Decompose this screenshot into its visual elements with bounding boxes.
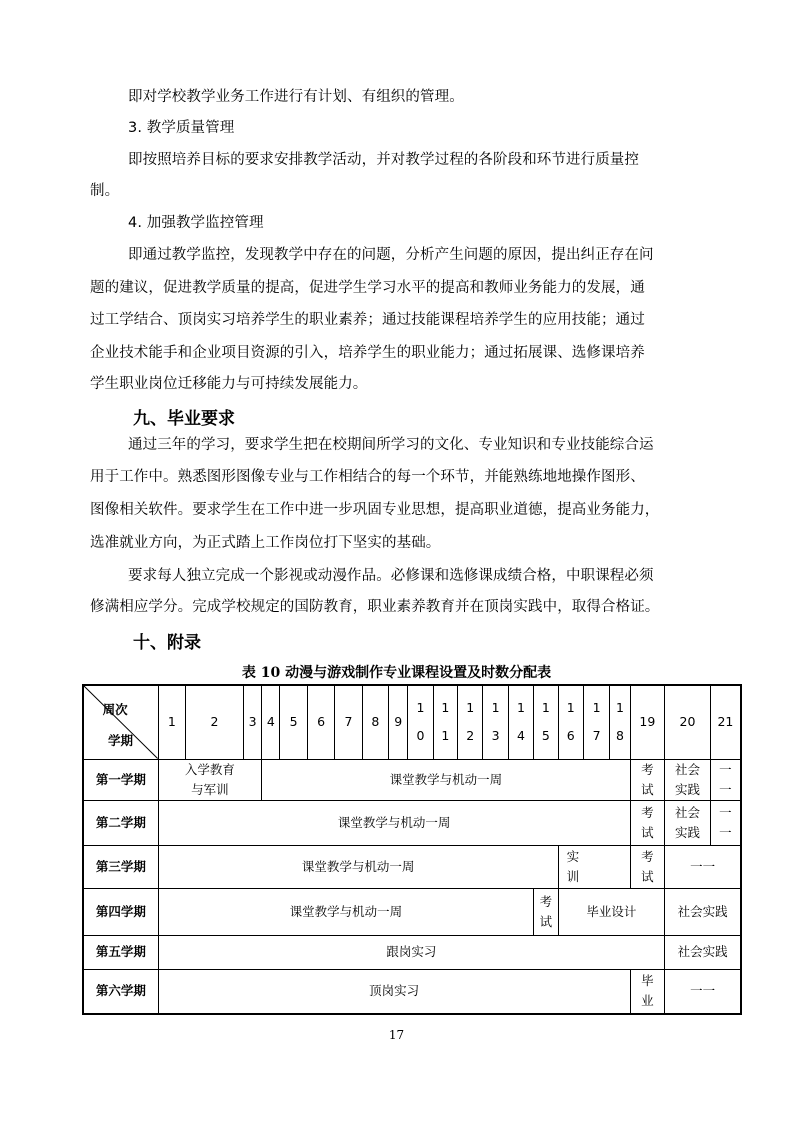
term-row: [83, 935, 741, 969]
week-cell: 20: [665, 685, 711, 759]
exam-cell: 考 试: [630, 845, 665, 888]
week-cell: 5: [280, 685, 307, 759]
week-digit-bottom: 4: [517, 728, 525, 744]
classroom-teaching-cell: 课堂教学与机动一周: [262, 759, 630, 800]
week-cell: [534, 685, 558, 759]
section-subheading: 4. 加强教学监控管理: [128, 215, 264, 231]
term-header: 学期: [108, 732, 134, 748]
dash-cell: 一 一: [710, 759, 741, 800]
term-label: 第四学期: [83, 888, 158, 935]
term-row: [83, 888, 741, 935]
paragraph-line: 用于工作中。熟悉图形图像专业与工作相结合的每一个环节，并能熟练地地操作图形、: [90, 469, 645, 485]
term-row: [83, 759, 741, 800]
week-digit-bottom: 8: [616, 728, 624, 744]
term-row: [83, 845, 741, 888]
week-digit-top: 1: [441, 700, 450, 716]
paragraph-line: 要求每人独立完成一个影视或动漫作品。必修课和选修课成绩合格，中职课程必须: [128, 568, 654, 584]
paragraph-line: 即对学校教学业务工作进行有计划、有组织的管理。: [128, 89, 464, 105]
term-row: [83, 800, 741, 845]
week-cell: 8: [362, 685, 388, 759]
week-digit-bottom: 5: [541, 728, 550, 744]
graduation-design-cell: 毕业设计: [558, 888, 665, 935]
exam-cell: 考 试: [630, 800, 665, 845]
term-label: 第六学期: [83, 969, 158, 1014]
social-practice-cell: 社会实践: [665, 888, 741, 935]
week-cell: 3: [243, 685, 261, 759]
header-row: [83, 685, 741, 759]
internship-cell: 跟岗实习: [158, 935, 665, 969]
week-cell: [433, 685, 457, 759]
dash-cell: 一一: [665, 969, 741, 1014]
term-label: 第一学期: [83, 759, 158, 800]
week-cell: [508, 685, 533, 759]
table-caption: 表 10 动漫与游戏制作专业课程设置及时数分配表: [241, 665, 552, 681]
week-cell: 19: [630, 685, 665, 759]
term-label: 第二学期: [83, 800, 158, 845]
week-cell: [558, 685, 583, 759]
paragraph-line: 选准就业方向，为正式踏上工作岗位打下坚实的基础。: [90, 535, 441, 551]
week-cell: 1: [158, 685, 185, 759]
paragraph-line: 企业技术能手和企业项目资源的引入，培养学生的职业能力；通过拓展课、选修课培养: [90, 345, 645, 361]
entry-education-cell: 入学教育 与军训: [158, 759, 262, 800]
dash-cell: 一 一: [710, 800, 741, 845]
paragraph-line: 学生职业岗位迁移能力与可持续发展能力。: [90, 376, 368, 392]
week-digit-top: 1: [592, 700, 601, 716]
term-label: 第五学期: [83, 935, 158, 969]
page-number: 17: [388, 1028, 405, 1042]
exam-cell: 考 试: [630, 759, 665, 800]
course-schedule-table: [82, 684, 742, 1015]
week-digit-bottom: 1: [441, 728, 450, 744]
week-header: 周次: [102, 702, 128, 717]
week-cell: [483, 685, 508, 759]
paragraph-line: 题的建议，促进教学质量的提高，促进学生学习水平的提高和教师业务能力的发展，通: [90, 280, 645, 296]
week-cell: [458, 685, 483, 759]
section-heading-9: 九、毕业要求: [133, 409, 235, 429]
paragraph-line: 图像相关软件。要求学生在工作中进一步巩固专业思想，提高职业道德，提高业务能力，: [90, 502, 660, 518]
paragraph-line: 通过三年的学习，要求学生把在校期间所学习的文化、专业知识和专业技能综合运: [128, 437, 654, 453]
week-cell: [408, 685, 433, 759]
week-cell: 9: [389, 685, 408, 759]
week-digit-top: 1: [491, 700, 500, 716]
week-digit-bottom: 3: [491, 728, 500, 744]
section-subheading: 3. 教学质量管理: [128, 120, 235, 136]
paragraph-line: 即通过教学监控，发现教学中存在的问题，分析产生问题的原因，提出纠正存在问: [128, 247, 654, 263]
week-digit-top: 1: [416, 700, 425, 716]
week-cell: 6: [307, 685, 334, 759]
paragraph-line: 制。: [90, 183, 120, 199]
exam-cell: 考 试: [534, 888, 558, 935]
classroom-teaching-cell: 课堂教学与机动一周: [158, 800, 630, 845]
social-practice-cell: 社会 实践: [665, 759, 711, 800]
classroom-teaching-cell: 课堂教学与机动一周: [158, 845, 558, 888]
week-digit-top: 1: [541, 700, 550, 716]
week-digit-bottom: 0: [416, 728, 425, 744]
dash-cell: 一一: [665, 845, 741, 888]
diagonal-header-cell: [83, 685, 158, 759]
paragraph-line: 修满相应学分。完成学校规定的国防教育，职业素养教育并在顶岗实践中，取得合格证。: [90, 599, 660, 615]
week-digit-top: 1: [566, 700, 575, 716]
term-label: 第三学期: [83, 845, 158, 888]
week-digit-top: 1: [517, 700, 525, 716]
week-cell: 21: [710, 685, 741, 759]
week-digit-bottom: 7: [592, 728, 601, 744]
week-digit-bottom: 2: [466, 728, 475, 744]
week-digit-top: 1: [466, 700, 475, 716]
paragraph-line: 过工学结合、顶岗实习培养学生的职业素养；通过技能课程培养学生的应用技能；通过: [90, 312, 645, 328]
training-cell: 实 训: [558, 845, 630, 888]
week-cell: [583, 685, 609, 759]
classroom-teaching-cell: 课堂教学与机动一周: [158, 888, 534, 935]
week-cell: 7: [335, 685, 362, 759]
paragraph-line: 即按照培养目标的要求安排教学活动，并对教学过程的各阶段和环节进行质量控: [128, 152, 639, 168]
internship-cell: 顶岗实习: [158, 969, 630, 1014]
week-digit-bottom: 6: [566, 728, 575, 744]
week-digit-top: 1: [616, 700, 624, 716]
social-practice-cell: 社会实践: [665, 935, 741, 969]
term-row: [83, 969, 741, 1014]
week-cell: [610, 685, 630, 759]
social-practice-cell: 社会 实践: [665, 800, 711, 845]
graduation-cell: 毕 业: [630, 969, 665, 1014]
week-cell: 4: [262, 685, 280, 759]
week-cell: 2: [186, 685, 244, 759]
section-heading-10: 十、附录: [133, 633, 201, 653]
